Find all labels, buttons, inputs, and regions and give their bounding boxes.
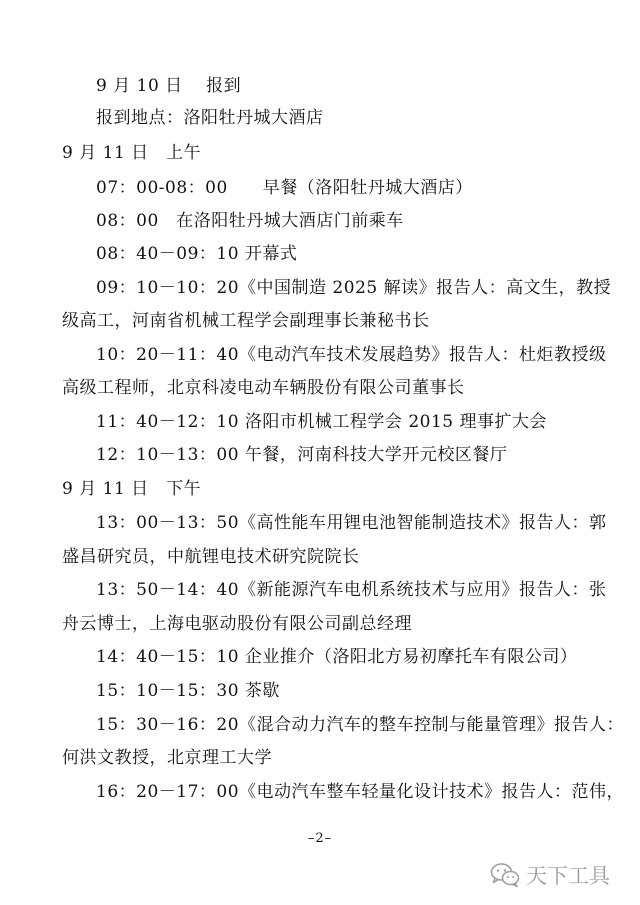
text-line: 14：40－15：10 企业推介（洛阳北方易初摩托车有限公司） [96,647,578,667]
text-line: 9 月 11 日 上午 [62,143,202,163]
text-line: 何洪文教授，北京理工大学 [62,748,272,768]
watermark [490,860,610,890]
text-line: 舟云博士，上海电驱动股份有限公司副总经理 [62,614,412,634]
text-line: 9 月 10 日 报到 [96,76,242,96]
text-line: 9 月 11 日 下午 [62,479,202,499]
text-line: 07：00-08：00 早餐（洛阳牡丹城大酒店） [96,178,473,198]
text-line: 报到地点：洛阳牡丹城大酒店 [96,108,324,128]
text-line: 13：50－14：40《新能源汽车电机系统技术与应用》报告人：张 [96,580,607,600]
watermark-text: 天下工具 [526,864,610,888]
text-line: 12：10－13：00 午餐，河南科技大学开元校区餐厅 [96,445,508,465]
text-line: 09：10－10：20《中国制造 2025 解读》报告人：高文生，教授 [96,278,612,298]
wechat-icon [490,862,520,888]
text-line: 15：10－15：30 茶歇 [96,681,280,701]
text-line: 08：00 在洛阳牡丹城大酒店门前乘车 [96,211,404,231]
text-line: 盛昌研究员，中航锂电技术研究院院长 [62,547,360,567]
text-line: 13：00－13：50《高性能车用锂电池智能制造技术》报告人：郭 [96,513,607,533]
text-line: 高级工程师，北京科凌电动车辆股份有限公司董事长 [62,378,465,398]
text-line: 08：40－09：10 开幕式 [96,244,298,264]
text-line: 15：30－16：20《混合动力汽车的整车控制与能量管理》报告人： [96,715,625,735]
page-number: –2– [307,831,333,846]
text-line: 16：20－17：00《电动汽车整车轻量化设计技术》报告人：范伟， [96,782,625,802]
text-line: 10：20－11：40《电动汽车技术发展趋势》报告人：杜炬教授级 [96,345,607,365]
text-line: 级高工，河南省机械工程学会副理事长兼秘书长 [62,311,430,331]
text-line: 11：40－12：10 洛阳市机械工程学会 2015 理事扩大会 [96,412,548,432]
